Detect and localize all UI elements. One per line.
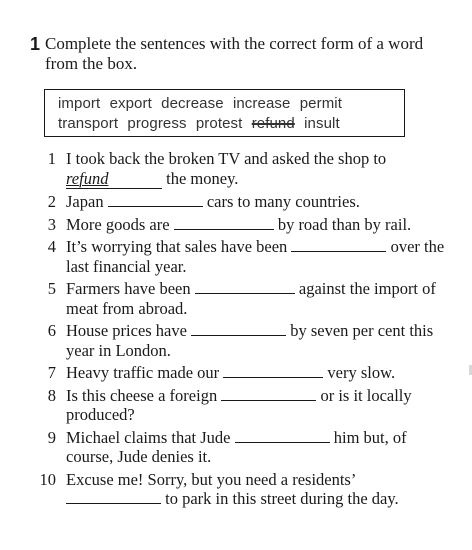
sentence-text-before: It’s worrying that sales have been <box>66 237 288 256</box>
sentence-5 <box>28 279 448 318</box>
word-box-item-crossed-out: refund <box>251 115 295 132</box>
sentence-text-after: over the last financial year. <box>66 237 445 276</box>
word-box-item: import <box>58 95 101 112</box>
sentence-number: 4 <box>47 237 56 256</box>
exercise-number: 1 <box>30 34 41 54</box>
sentence-9 <box>28 428 448 467</box>
sentence-text-before: Farmers have been <box>66 279 191 298</box>
word-box-item: decrease <box>161 95 224 112</box>
sentence-number: 5 <box>47 279 56 298</box>
sentence-4 <box>28 237 448 276</box>
answer-blank[interactable] <box>174 215 274 230</box>
word-box-row-1 <box>58 95 347 112</box>
sentence-text-after: cars to many countries. <box>206 192 360 211</box>
sentence-text-before: Michael claims that Jude <box>66 427 231 447</box>
sentence-text-before: I took back the broken TV and asked the shop to <box>66 149 387 168</box>
sentence-number: 6 <box>47 321 56 340</box>
answer-blank[interactable] <box>191 321 286 336</box>
answer-blank[interactable] <box>195 279 295 294</box>
example-answer: refund <box>66 169 162 190</box>
answer-blank[interactable] <box>223 363 323 378</box>
sentence-text-after: against the import of meat from abroad. <box>66 279 436 318</box>
word-box-item: insult <box>304 115 340 132</box>
sentence-list <box>28 149 448 512</box>
word-box-item: increase <box>232 95 291 112</box>
sentence-number: 1 <box>47 149 56 168</box>
word-box-item: export <box>109 95 152 112</box>
sentence-2 <box>28 192 448 212</box>
sentence-text-after: or is it locally produced? <box>66 385 412 424</box>
word-box-item: progress <box>127 115 187 132</box>
answer-blank[interactable] <box>235 428 330 443</box>
answer-blank[interactable] <box>221 386 316 401</box>
sentence-number: 2 <box>47 192 56 211</box>
exercise-heading <box>30 34 450 74</box>
word-box-row-2 <box>58 115 345 132</box>
word-box-item: transport <box>58 115 119 132</box>
sentence-number: 8 <box>47 385 56 405</box>
sentence-text-after: by road than by rail. <box>277 214 412 234</box>
sentence-text-after: by seven per cent this year in London. <box>66 321 434 360</box>
word-box-item: protest <box>195 115 243 132</box>
sentence-number: 10 <box>39 469 56 489</box>
sentence-text-before: Is this cheese a foreign <box>66 385 218 405</box>
word-box-item: permit <box>299 95 342 112</box>
sentence-10 <box>28 470 448 509</box>
sentence-8 <box>28 386 448 425</box>
answer-blank[interactable] <box>291 237 386 252</box>
sentence-number: 3 <box>47 214 56 234</box>
sentence-3 <box>28 215 448 235</box>
sentence-text-after: very slow. <box>327 363 396 382</box>
sentence-text-before: Excuse me! Sorry, but you need a residents’ <box>66 469 356 489</box>
sentence-text-after: the money. <box>166 168 239 188</box>
sentence-text-after: him but, of course, Jude denies it. <box>66 427 407 466</box>
sentence-1 <box>28 149 448 189</box>
sentence-number: 9 <box>47 427 56 447</box>
sentence-7 <box>28 363 448 383</box>
sentence-number: 7 <box>47 363 56 382</box>
word-box <box>44 89 405 137</box>
sentence-text-before: More goods are <box>66 214 170 234</box>
sentence-text-before: Japan <box>66 192 104 211</box>
exercise-instruction: Complete the sentences with the correct form of a word from the box. <box>45 34 424 73</box>
sentence-text-before: Heavy traffic made our <box>66 363 220 382</box>
sentence-text-after: to park in this street during the day. <box>165 489 399 508</box>
answer-blank[interactable] <box>108 192 203 207</box>
sentence-text-before: House prices have <box>66 321 187 340</box>
answer-blank[interactable] <box>66 489 161 504</box>
sentence-6 <box>28 321 448 360</box>
